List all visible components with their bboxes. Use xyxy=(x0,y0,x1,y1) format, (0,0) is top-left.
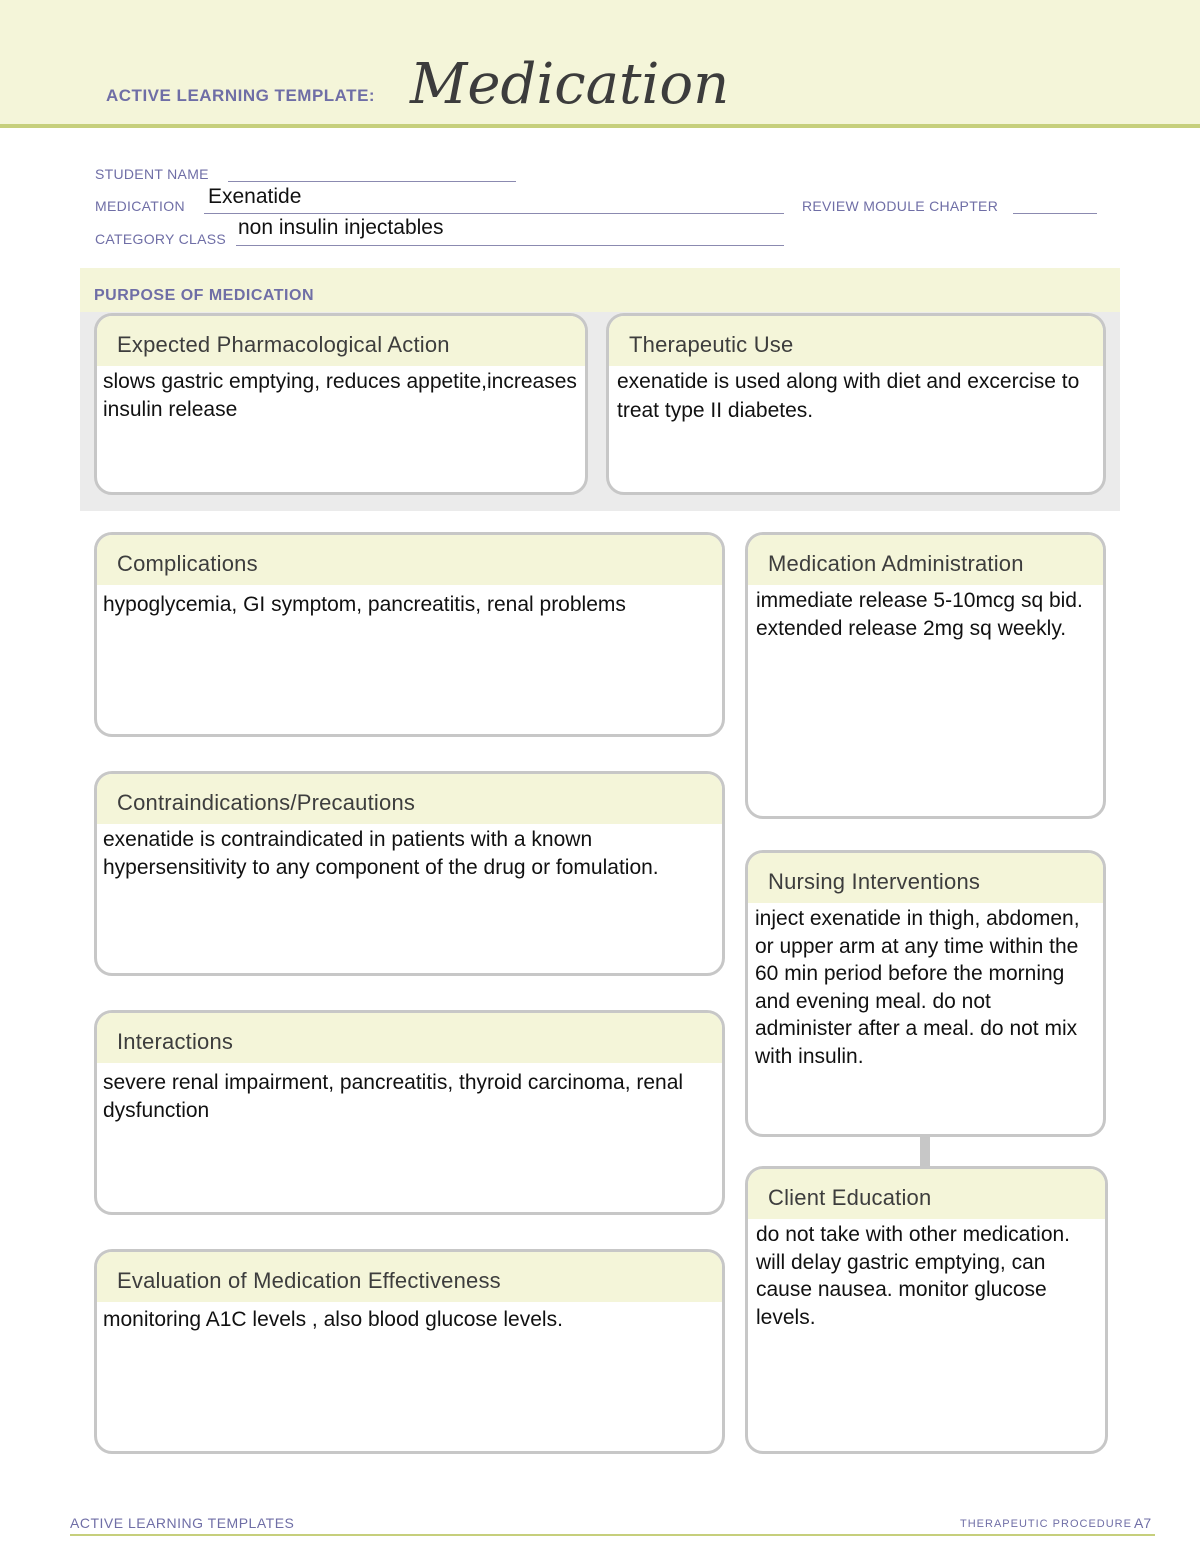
expected-action-text[interactable]: slows gastric emptying, reduces appetite,increases insulin release xyxy=(103,370,577,421)
page-number: A7 xyxy=(1134,1515,1152,1531)
evaluation-title: Evaluation of Medication Effectiveness xyxy=(97,1252,722,1302)
contraindications-title: Contraindications/Precautions xyxy=(97,774,722,824)
administration-text[interactable]: immediate release 5-10mcg sq bid. extended release 2mg sq weekly. xyxy=(756,589,1083,640)
footer-right-label: THERAPEUTIC PROCEDURE xyxy=(960,1518,1132,1530)
complications-title: Complications xyxy=(97,535,722,585)
template-label: ACTIVE LEARNING TEMPLATE: xyxy=(106,86,376,105)
client-education-box xyxy=(745,1166,1108,1454)
footer-left-label: ACTIVE LEARNING TEMPLATES xyxy=(70,1515,295,1531)
category-class-label: CATEGORY CLASS xyxy=(95,231,227,247)
therapeutic-use-box xyxy=(606,313,1106,495)
therapeutic-use-text[interactable]: exenatide is used along with diet and excercise to treat type II diabetes. xyxy=(617,370,1080,422)
contraindications-text[interactable]: exenatide is contraindicated in patients with a known hypersensitivity to any component of the drug or fomulation. xyxy=(103,828,659,879)
medication-value: Exenatide xyxy=(208,185,302,208)
evaluation-box xyxy=(94,1249,725,1454)
complications-text[interactable]: hypoglycemia, GI symptom, pancreatitis, renal problems xyxy=(103,593,626,616)
interactions-text[interactable]: severe renal impairment, pancreatitis, thyroid carcinoma, renal dysfunction xyxy=(103,1071,684,1122)
footer-rule xyxy=(70,1534,1155,1536)
client-education-title: Client Education xyxy=(748,1169,1105,1219)
nursing-interventions-title: Nursing Interventions xyxy=(748,853,1103,903)
medication-label: MEDICATION xyxy=(95,198,185,214)
complications-box xyxy=(94,532,725,737)
purpose-label: PURPOSE OF MEDICATION xyxy=(94,287,314,304)
administration-title: Medication Administration xyxy=(748,535,1103,585)
category-class-field[interactable] xyxy=(236,245,784,246)
review-module-field[interactable] xyxy=(1013,213,1097,214)
nursing-interventions-text[interactable]: inject exenatide in thigh, abdomen, or upper arm at any time within the 60 min period before the morning and evening meal. do not administer after a meal. do not mix with insulin. xyxy=(755,907,1080,1068)
expected-action-title: Expected Pharmacological Action xyxy=(97,316,585,366)
therapeutic-use-title: Therapeutic Use xyxy=(609,316,1103,366)
medication-field[interactable] xyxy=(204,213,784,214)
page-title: Medication xyxy=(410,52,730,117)
student-name-label: STUDENT NAME xyxy=(95,166,209,182)
nursing-interventions-box xyxy=(745,850,1106,1137)
student-name-field[interactable] xyxy=(228,181,516,182)
contraindications-box xyxy=(94,771,725,976)
category-class-value: non insulin injectables xyxy=(238,216,444,239)
client-education-text[interactable]: do not take with other medication. will delay gastric emptying, can cause nausea. monitor glucose levels. xyxy=(756,1223,1071,1329)
expected-action-box xyxy=(94,313,588,495)
review-module-label: REVIEW MODULE CHAPTER xyxy=(802,198,999,214)
evaluation-text[interactable]: monitoring A1C levels , also blood glucose levels. xyxy=(103,1308,563,1331)
administration-box xyxy=(745,532,1106,819)
interactions-box xyxy=(94,1010,725,1215)
connector-bar xyxy=(920,1135,930,1167)
interactions-title: Interactions xyxy=(97,1013,722,1063)
